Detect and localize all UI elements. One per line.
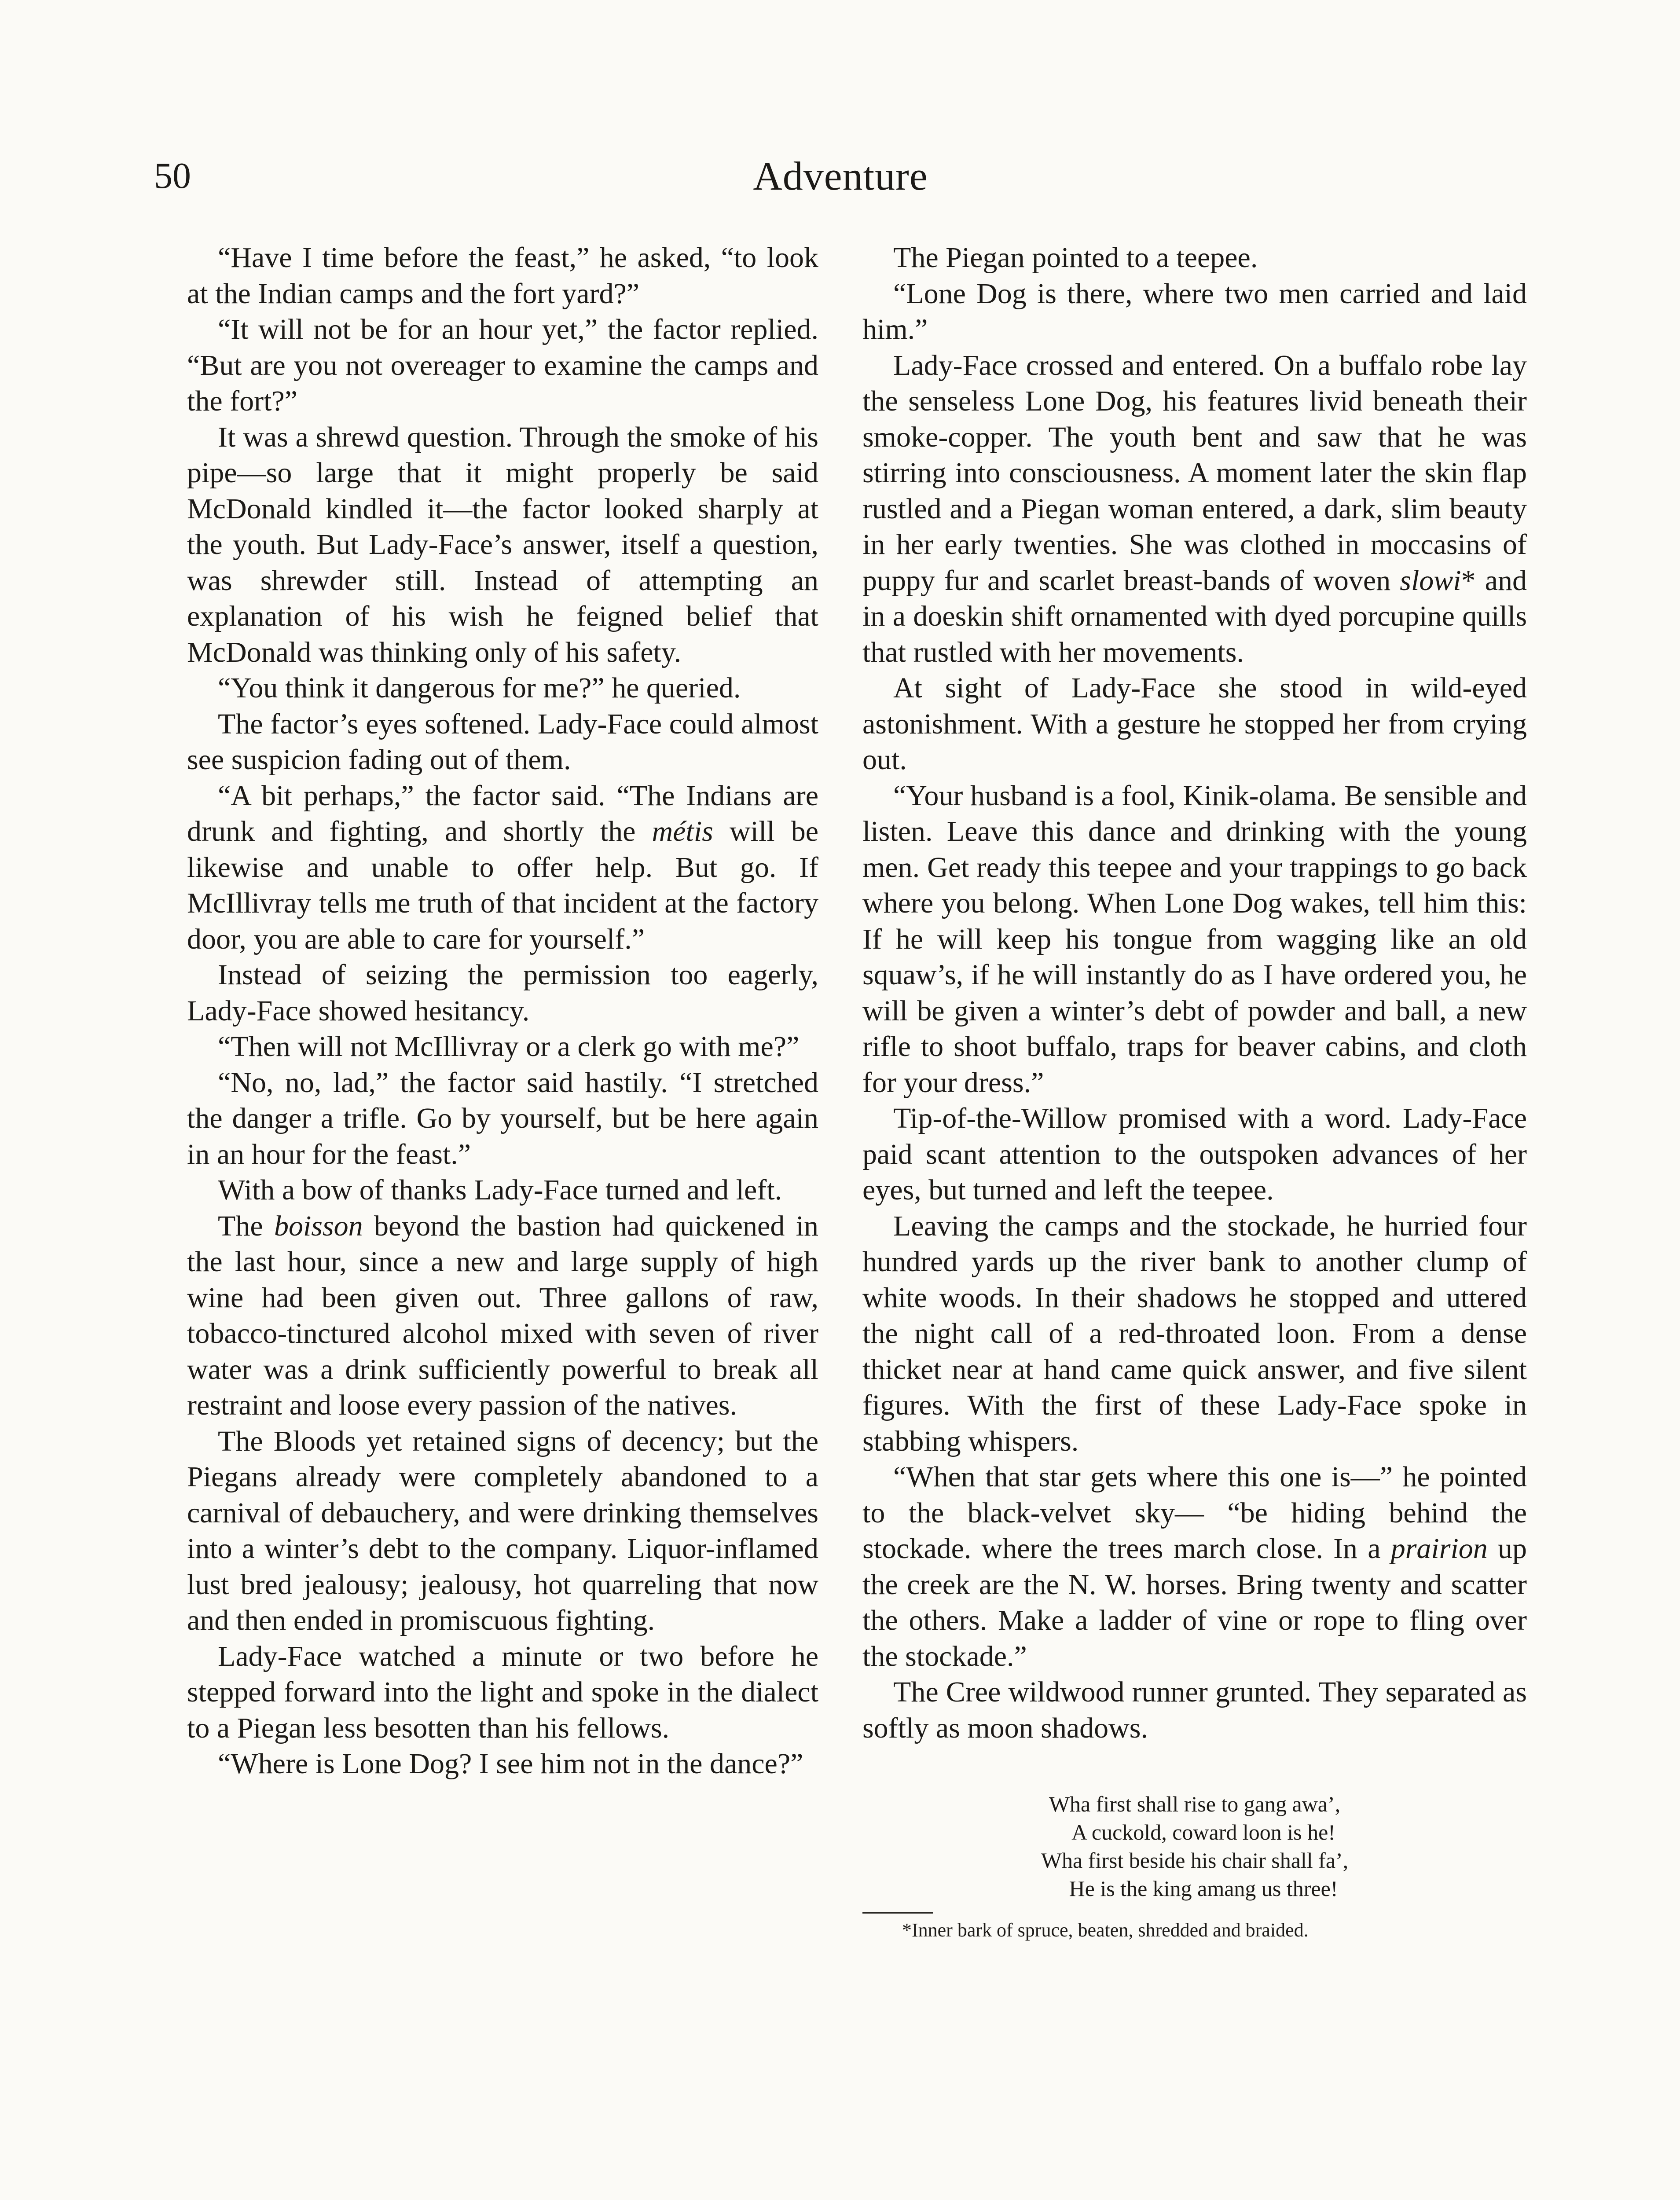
footnote-rule bbox=[862, 1912, 933, 1914]
paragraph: “A bit perhaps,” the factor said. “The Indians are drunk and fighting, and shortly the métis will be likewise and unable to offer help. But go. If McIllivray tells me truth of that incident at the factory door, you are able to care for yourself.” bbox=[187, 779, 818, 955]
right-column bbox=[862, 240, 1527, 1943]
verse-line: He is the king amang us three! bbox=[1069, 1876, 1338, 1901]
verse-line: Wha first beside his chair shall fa’, bbox=[1041, 1848, 1349, 1873]
paragraph: Instead of seizing the permission too eagerly, Lady-Face showed hesitancy. bbox=[187, 959, 818, 1027]
paragraph: Lady-Face crossed and entered. On a buffalo robe lay the senseless Lone Dog, his features livid beneath their smoke-copper. The youth bent and saw that he was stirring into consciousness. A moment later the skin flap rustled and a Piegan woman entered, a dark, slim beauty in her early twenties. She was clothed in moccasins of puppy fur and scarlet breast-bands of woven slowi* and in a doeskin shift ornamented with dyed porcupine quills that rustled with her movements. bbox=[862, 349, 1527, 668]
verse-stanza bbox=[862, 1790, 1527, 1903]
paragraph: Lady-Face watched a minute or two before he stepped forward into the light and spoke in the dialect to a Piegan less besotten than his fellows. bbox=[187, 1640, 818, 1744]
paragraph: With a bow of thanks Lady-Face turned and left. bbox=[218, 1174, 782, 1206]
paragraph: At sight of Lady-Face she stood in wild-eyed astonishment. With a gesture he stopped her from crying out. bbox=[862, 672, 1527, 776]
paragraph: The Bloods yet retained signs of decency; but the Piegans already were completely abandoned to a carnival of debauchery, and were drinking themselves into a winter’s debt to the company. Liquor-inflamed lust bred jealousy; jealousy, hot quarreling that now and then ended in promiscuous fighting. bbox=[187, 1425, 818, 1636]
paragraph: “Have I time before the feast,” he asked, “to look at the Indian camps and the fort yard?” bbox=[187, 242, 818, 310]
paragraph: Tip-of-the-Willow promised with a word. Lady-Face paid scant attention to the outspoken advances of her eyes, but turned and left the teepee. bbox=[862, 1102, 1527, 1206]
footnote: *Inner bark of spruce, beaten, shredded and braided. bbox=[902, 1919, 1309, 1941]
paragraph: The Cree wildwood runner grunted. They separated as softly as moon shadows. bbox=[862, 1676, 1527, 1744]
paragraph: Leaving the camps and the stockade, he hurried four hundred yards up the river bank to another clump of white woods. In their shadows he stopped and uttered the night call of a red-throated loon. From a dense thicket near at hand came quick answer, and five silent figures. With the first of these Lady-Face spoke in stabbing whispers. bbox=[862, 1210, 1527, 1457]
paragraph: “Where is Lone Dog? I see him not in the dance?” bbox=[218, 1748, 803, 1780]
page-header bbox=[154, 150, 1527, 220]
paragraph: “Lone Dog is there, where two men carried and laid him.” bbox=[862, 277, 1527, 345]
running-title: Adventure bbox=[753, 154, 928, 198]
paragraph: The boisson beyond the bastion had quickened in the last hour, since a new and large supply of high wine had been given out. Three gallons of raw, tobacco-tinctured alcohol mixed with seven of river water was a drink sufficiently powerful to break all restraint and loose every passion of the natives. bbox=[187, 1210, 818, 1421]
paragraph: “When that star gets where this one is—” he pointed to the black-velvet sky— “be hiding behind the stockade. where the trees march close. In a prairion up the creek are the N. W. horses. Bring twenty and scatter the others. Make a ladder of vine or rope to fling over the stockade.” bbox=[862, 1461, 1527, 1672]
paragraph: “Your husband is a fool, Kinik-olama. Be sensible and listen. Leave this dance and drinking with the young men. Get ready this teepee and your trappings to go back where you belong. When Lone Dog wakes, tell him this: If he will keep his tongue from wagging like an old squaw’s, if he will instantly do as I have ordered you, he will be given a winter’s debt of powder and ball, a new rifle to shoot buffalo, traps for beaver cabins, and cloth for your dress.” bbox=[862, 779, 1527, 1099]
paragraph: The Piegan pointed to a teepee. bbox=[893, 242, 1258, 274]
verse-line: A cuckold, coward loon is he! bbox=[1071, 1820, 1335, 1844]
paragraph: The factor’s eyes softened. Lady-Face could almost see suspicion fading out of them. bbox=[187, 708, 818, 776]
paragraph: It was a shrewd question. Through the smoke of his pipe—so large that it might properly be said McDonald kindled it—the factor looked sharply at the youth. But Lady-Face’s answer, itself a question, was shrewder still. Instead of attempting an explanation of his wish he feigned belief that McDonald was thinking only of his safety. bbox=[187, 421, 818, 668]
paragraph: “You think it dangerous for me?” he queried. bbox=[218, 672, 741, 704]
right-column-text bbox=[862, 240, 1527, 1746]
paragraph: “It will not be for an hour yet,” the factor replied. “But are you not overeager to examine the camps and the fort?” bbox=[187, 313, 818, 417]
paragraph: “No, no, lad,” the factor said hastily. “I stretched the danger a trifle. Go by yourself, but be here again in an hour for the feast.” bbox=[187, 1066, 818, 1170]
left-column bbox=[187, 240, 818, 1782]
page-number: 50 bbox=[154, 155, 191, 196]
paragraph: “Then will not McIllivray or a clerk go with me?” bbox=[218, 1030, 800, 1063]
verse-line: Wha first shall rise to gang awa’, bbox=[1049, 1792, 1341, 1816]
